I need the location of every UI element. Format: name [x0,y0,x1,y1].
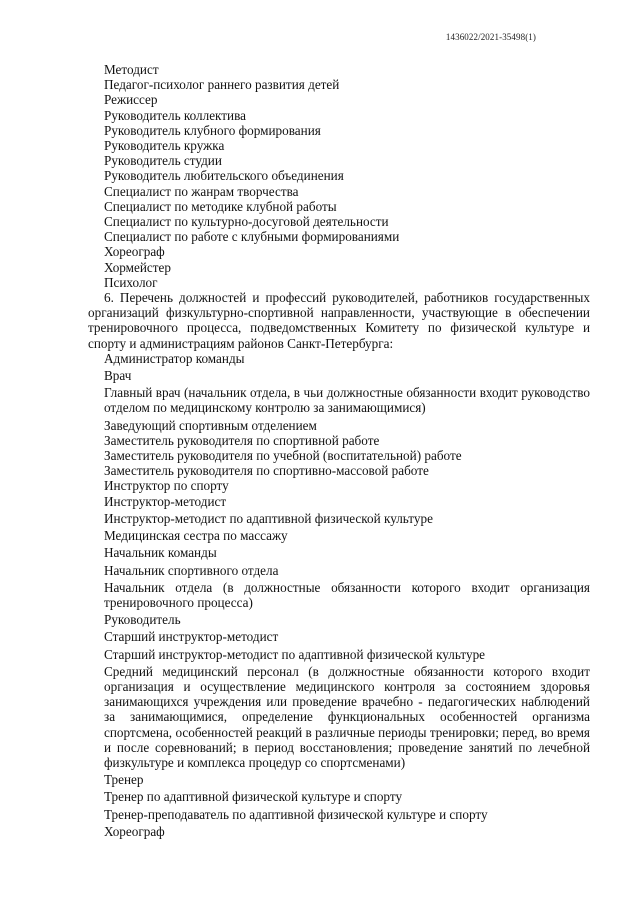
list-item: Тренер-преподаватель по адаптивной физической культуре и спорту [104,806,488,822]
list-item: Специалист по культурно-досуговой деятельности [104,214,389,230]
position-list-sport [104,351,590,839]
list-item: Заместитель руководителя по учебной (воспитательной) работе [104,448,462,464]
list-item: Хореограф [104,244,165,260]
list-item: Медицинская сестра по массажу [104,528,288,544]
list-item: Руководитель любительского объединения [104,168,344,184]
list-item: Руководитель [104,612,181,628]
list-item: Хормейстер [104,259,171,275]
list-item: Старший инструктор-методист [104,629,279,645]
list-item: Инструктор-методист по адаптивной физической культуре [104,510,433,526]
list-item: Врач [104,368,132,384]
list-item: Начальник отдела (в должностные обязанности которого входит организация тренировочного процесса) [104,579,590,610]
section-6-paragraph: 6. Перечень должностей и профессий руководителей, работников государственных организаций физкультурно-спортивной направленности, участвующие в обеспечении тренировочного процесса, подведомственных Комитету по физической культуре и спорту и администрациям районов Санкт-Петербурга: [88,290,590,351]
list-item: Начальник спортивного отдела [104,562,279,578]
list-item: Заведующий спортивным отделением [104,417,317,433]
list-item: Тренер по адаптивной физической культуре и спорту [104,789,403,805]
list-item: Администратор команды [104,350,245,366]
list-item: Начальник команды [104,545,217,561]
list-item: Главный врач (начальник отдела, в чьи должностные обязанности входит руководство отделом по медицинскому контролю за занимающимися) [104,385,590,416]
list-item: Психолог [104,274,158,290]
list-item: Руководитель кружка [104,138,225,154]
document-number: 1436022/2021-35498(1) [445,32,536,42]
list-item: Средний медицинский персонал (в должностные обязанности которого входит организация и осуществление медицинского контроля за состоянием здоровья занимающихся учреждения или проведение врачебно - педагогических наблюдений за занимающимися, определение функциональных особенностей организма спортсмена, особенностей реакций в различные периоды тренировки; перед, во время и после соревнований; в период восстановления; проведение занятий по лечебной физкультуре и комплекса процедур со спортсменами) [104,663,590,770]
list-item: Специалист по методике клубной работы [104,198,337,214]
list-item: Старший инструктор-методист по адаптивной физической культуре [104,646,486,662]
document-body [88,62,590,839]
list-item: Инструктор по спорту [104,478,229,494]
list-item: Руководитель студии [104,153,222,169]
list-item: Заместитель руководителя по спортивной работе [104,432,380,448]
list-item: Режиссер [104,92,158,108]
list-item: Хореограф [104,823,165,839]
list-item: Руководитель коллектива [104,107,247,123]
list-item: Специалист по жанрам творчества [104,183,299,199]
list-item: Тренер [104,772,144,788]
list-item: Специалист по работе с клубными формированиями [104,229,400,245]
list-item: Заместитель руководителя по спортивно-массовой работе [104,463,429,479]
list-item: Методист [104,62,159,77]
list-item: Руководитель клубного формирования [104,122,321,138]
list-item: Педагог-психолог раннего развития детей [104,77,340,93]
position-list-culture [88,62,590,290]
list-item: Инструктор-методист [104,493,227,509]
